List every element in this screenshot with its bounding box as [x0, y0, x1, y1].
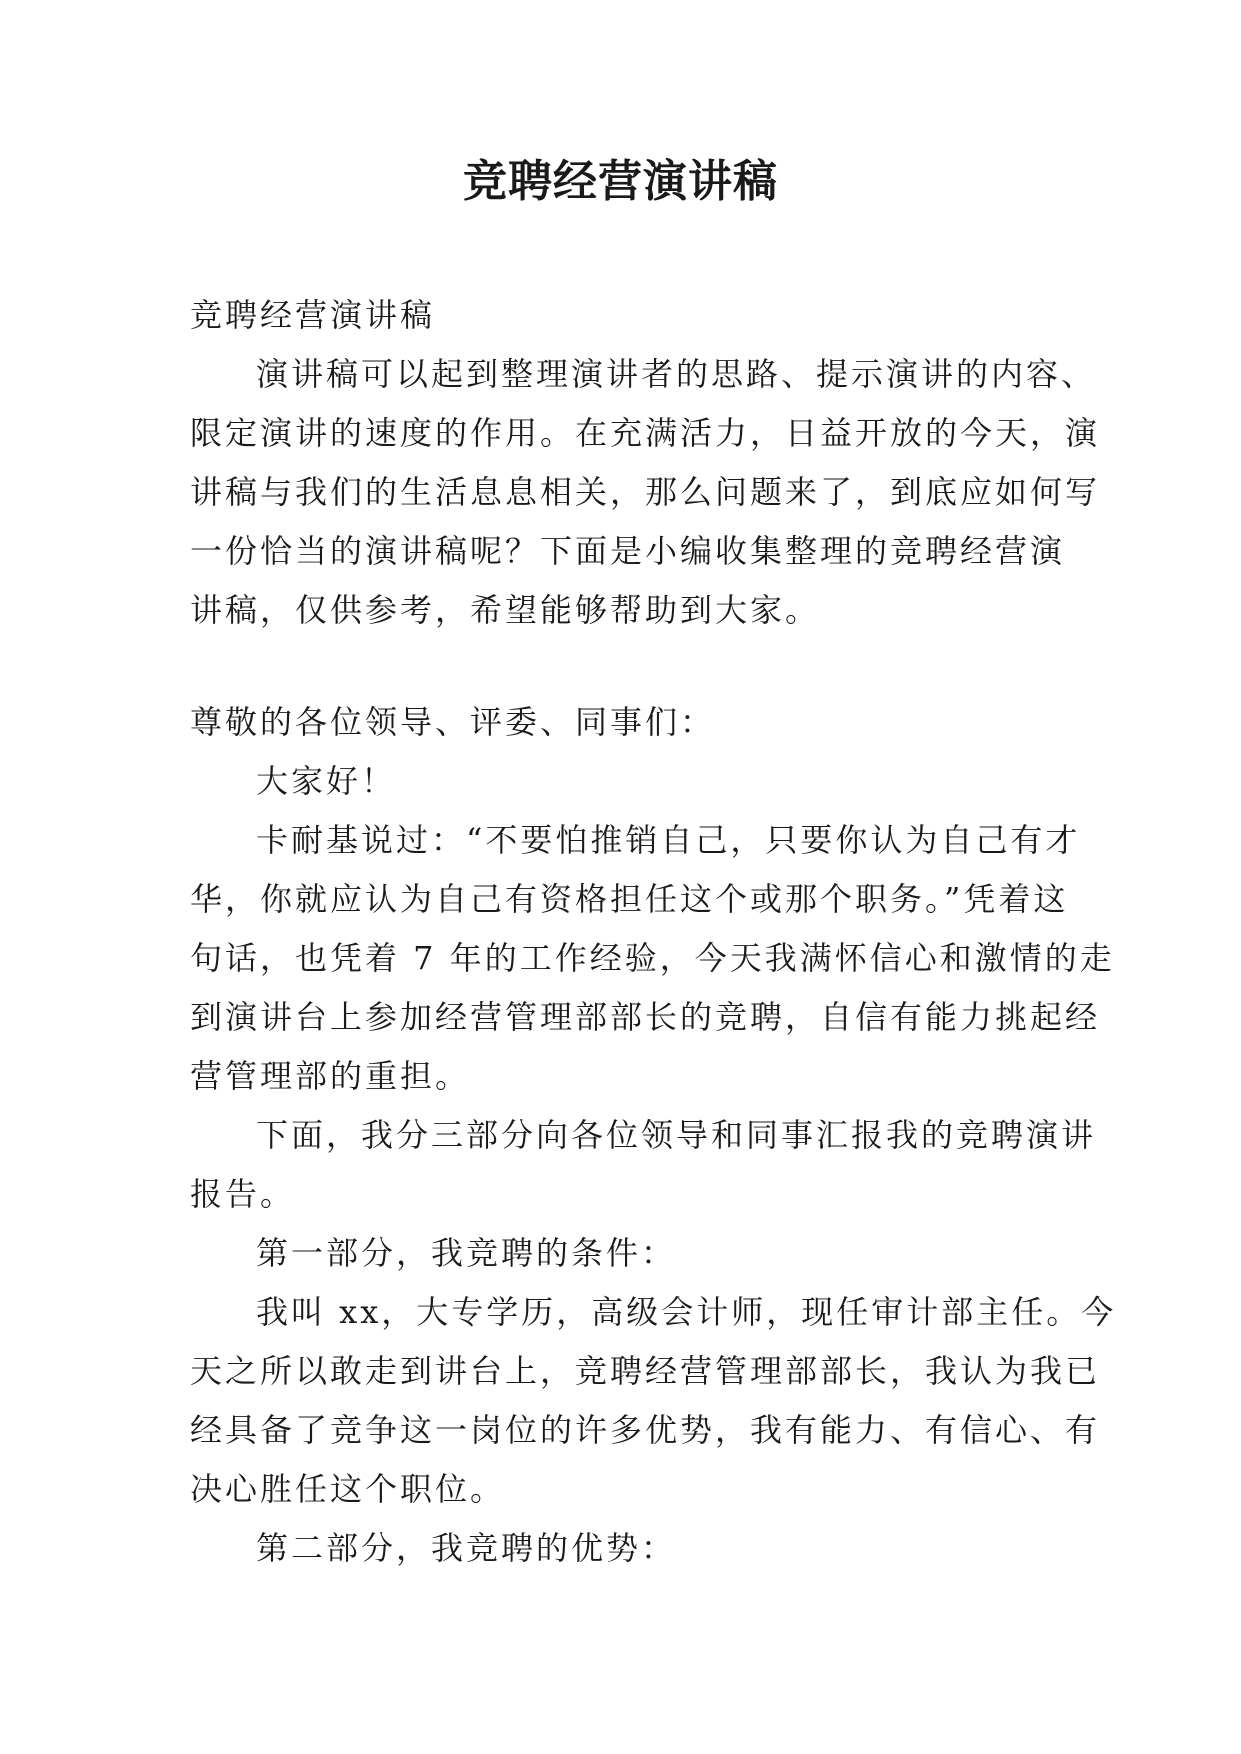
- paragraph-line: 句话，也凭着 7 年的工作经验，今天我满怀信心和激情的走: [190, 939, 1115, 977]
- paragraph-report: [190, 1106, 1097, 1224]
- paragraph-line: 决心胜任这个职位。: [190, 1470, 506, 1508]
- greeting: 大家好！: [256, 762, 397, 800]
- paragraph-line: 营管理部的重担。: [190, 1057, 471, 1095]
- intro-line: 一份恰当的演讲稿呢？下面是小编收集整理的竞聘经营演: [190, 532, 1066, 570]
- intro-line: 讲稿与我们的生活息息相关，那么问题来了，到底应如何写: [190, 473, 1101, 511]
- intro-paragraph: [190, 345, 1101, 640]
- paragraph-line: 天之所以敢走到讲台上，竞聘经营管理部部长，我认为我已: [190, 1352, 1101, 1390]
- paragraph-line: 报告。: [190, 1175, 296, 1213]
- section-heading-2: 第二部分，我竞聘的优势：: [256, 1529, 677, 1567]
- paragraph-line: 下面，我分三部分向各位领导和同事汇报我的竞聘演讲: [256, 1116, 1097, 1154]
- paragraph-carnegie: [190, 811, 1115, 1106]
- intro-line: 讲稿，仅供参考，希望能够帮助到大家。: [190, 591, 821, 629]
- speech-block: [190, 693, 1117, 1578]
- intro-line: 限定演讲的速度的作用。在充满活力，日益开放的今天，演: [190, 414, 1101, 452]
- paragraph-line: 经具备了竞争这一岗位的许多优势，我有能力、有信心、有: [190, 1411, 1101, 1449]
- paragraph-line: 到演讲台上参加经营管理部部长的竞聘，自信有能力挑起经: [190, 998, 1101, 1036]
- paragraph-line: 我叫 xx，大专学历，高级会计师，现任审计部主任。今: [256, 1293, 1117, 1331]
- paragraph-line: 华，你就应认为自己有资格担任这个或那个职务。”凭着这: [190, 880, 1069, 918]
- document-title: 竞聘经营演讲稿: [463, 156, 778, 207]
- intro-block: [190, 286, 1101, 640]
- document-subtitle: 竞聘经营演讲稿: [190, 296, 436, 334]
- intro-line: 演讲稿可以起到整理演讲者的思路、提示演讲的内容、: [256, 355, 1097, 393]
- paragraph-self-intro: [190, 1283, 1117, 1519]
- salutation: 尊敬的各位领导、评委、同事们：: [190, 703, 716, 741]
- paragraph-line: 卡耐基说过：“不要怕推销自己，只要你认为自己有才: [256, 821, 1081, 859]
- section-heading-1: 第一部分，我竞聘的条件：: [256, 1234, 677, 1272]
